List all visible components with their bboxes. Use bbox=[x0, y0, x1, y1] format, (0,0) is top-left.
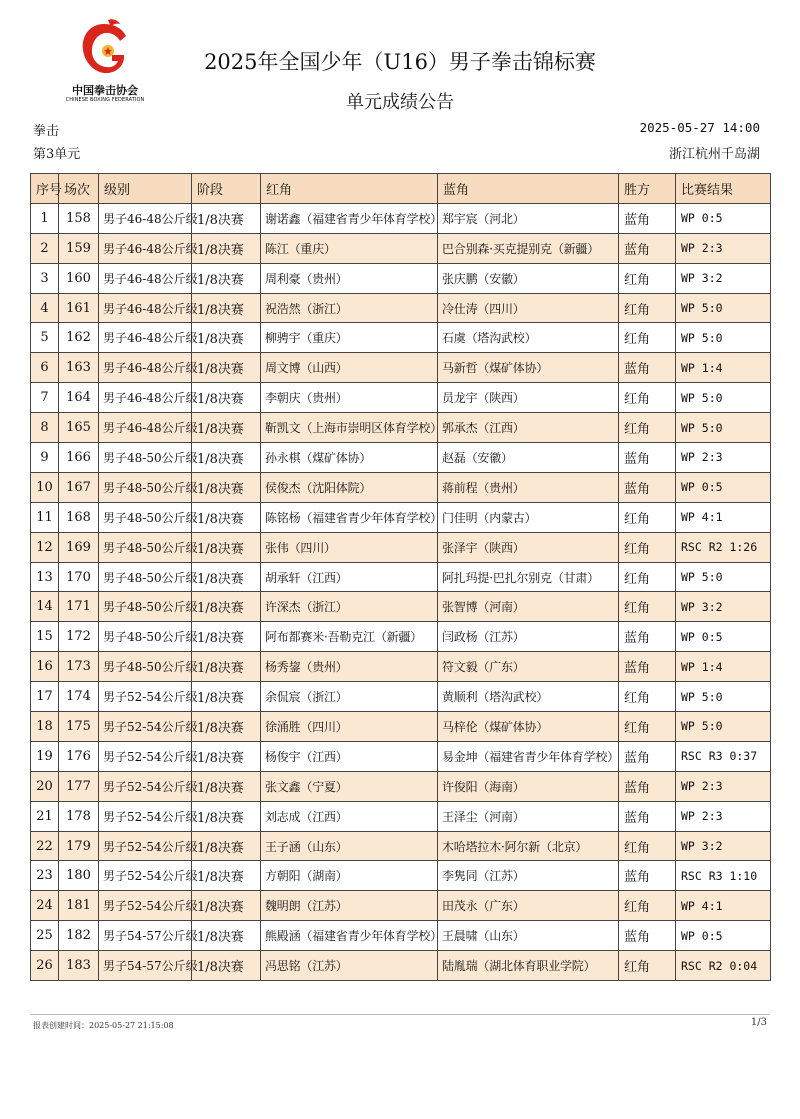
cell-winner: 蓝角 bbox=[619, 203, 676, 233]
cell-class: 男子52-54公斤级 bbox=[99, 861, 192, 891]
cell-class: 男子48-50公斤级 bbox=[99, 443, 192, 473]
cell-stage: 1/8决赛 bbox=[192, 652, 261, 682]
cell-red-corner: 阿布都赛米·吾勒克江（新疆） bbox=[261, 622, 438, 652]
cell-result: WP 3:2 bbox=[676, 592, 771, 622]
cell-blue-corner: 张泽宇（陕西） bbox=[438, 532, 619, 562]
cell-blue-corner: 张庆鹏（安徽） bbox=[438, 263, 619, 293]
table-row bbox=[31, 413, 771, 443]
cell-stage: 1/8决赛 bbox=[192, 592, 261, 622]
table-row bbox=[31, 652, 771, 682]
col-header-red: 红角 bbox=[261, 174, 438, 204]
col-header-winner: 胜方 bbox=[619, 174, 676, 204]
cell-stage: 1/8决赛 bbox=[192, 502, 261, 532]
cell-result: WP 2:3 bbox=[676, 771, 771, 801]
cell-winner: 红角 bbox=[619, 682, 676, 712]
cell-result: WP 0:5 bbox=[676, 472, 771, 502]
cell-result: WP 4:1 bbox=[676, 891, 771, 921]
cell-blue-corner: 阿扎玛提·巴扎尔别克（甘肃） bbox=[438, 562, 619, 592]
cell-winner: 红角 bbox=[619, 831, 676, 861]
cell-winner: 红角 bbox=[619, 891, 676, 921]
cell-bout: 168 bbox=[59, 502, 99, 532]
cell-class: 男子52-54公斤级 bbox=[99, 891, 192, 921]
cell-no: 15 bbox=[31, 622, 59, 652]
cell-stage: 1/8决赛 bbox=[192, 532, 261, 562]
cell-bout: 169 bbox=[59, 532, 99, 562]
cell-red-corner: 祝浩然（浙江） bbox=[261, 293, 438, 323]
table-row bbox=[31, 383, 771, 413]
cell-no: 5 bbox=[31, 323, 59, 353]
cell-winner: 蓝角 bbox=[619, 353, 676, 383]
cell-class: 男子46-48公斤级 bbox=[99, 233, 192, 263]
cell-winner: 红角 bbox=[619, 562, 676, 592]
cell-class: 男子52-54公斤级 bbox=[99, 801, 192, 831]
cell-no: 17 bbox=[31, 682, 59, 712]
col-header-bout: 场次 bbox=[59, 174, 99, 204]
cell-red-corner: 张伟（四川） bbox=[261, 532, 438, 562]
cell-stage: 1/8决赛 bbox=[192, 562, 261, 592]
cell-result: WP 2:3 bbox=[676, 801, 771, 831]
cell-class: 男子54-57公斤级 bbox=[99, 951, 192, 981]
table-row bbox=[31, 891, 771, 921]
cell-bout: 159 bbox=[59, 233, 99, 263]
table-row bbox=[31, 771, 771, 801]
table-row bbox=[31, 203, 771, 233]
cell-no: 6 bbox=[31, 353, 59, 383]
cell-class: 男子46-48公斤级 bbox=[99, 263, 192, 293]
cell-class: 男子46-48公斤级 bbox=[99, 353, 192, 383]
table-row bbox=[31, 293, 771, 323]
cell-red-corner: 柳骋宇（重庆） bbox=[261, 323, 438, 353]
cell-stage: 1/8决赛 bbox=[192, 771, 261, 801]
cell-stage: 1/8决赛 bbox=[192, 801, 261, 831]
cell-class: 男子54-57公斤级 bbox=[99, 921, 192, 951]
cell-red-corner: 方朝阳（湖南） bbox=[261, 861, 438, 891]
cell-bout: 160 bbox=[59, 263, 99, 293]
cell-blue-corner: 石虞（塔沟武校） bbox=[438, 323, 619, 353]
cell-bout: 166 bbox=[59, 443, 99, 473]
cell-winner: 红角 bbox=[619, 413, 676, 443]
cell-red-corner: 张文鑫（宁夏） bbox=[261, 771, 438, 801]
col-header-class: 级别 bbox=[99, 174, 192, 204]
cell-winner: 蓝角 bbox=[619, 801, 676, 831]
cell-blue-corner: 马梓伦（煤矿体协） bbox=[438, 712, 619, 742]
cell-result: WP 5:0 bbox=[676, 712, 771, 742]
cell-class: 男子48-50公斤级 bbox=[99, 652, 192, 682]
page-title: 2025年全国少年（U16）男子拳击锦标赛 bbox=[204, 50, 596, 74]
cell-class: 男子52-54公斤级 bbox=[99, 831, 192, 861]
cell-stage: 1/8决赛 bbox=[192, 413, 261, 443]
cell-class: 男子52-54公斤级 bbox=[99, 682, 192, 712]
cell-result: WP 0:5 bbox=[676, 622, 771, 652]
cell-no: 11 bbox=[31, 502, 59, 532]
cell-bout: 163 bbox=[59, 353, 99, 383]
table-row bbox=[31, 233, 771, 263]
cell-winner: 红角 bbox=[619, 323, 676, 353]
cell-winner: 红角 bbox=[619, 532, 676, 562]
cell-bout: 174 bbox=[59, 682, 99, 712]
cell-result: WP 1:4 bbox=[676, 652, 771, 682]
cell-no: 21 bbox=[31, 801, 59, 831]
cell-no: 7 bbox=[31, 383, 59, 413]
cell-blue-corner: 张智博（河南） bbox=[438, 592, 619, 622]
cell-class: 男子52-54公斤级 bbox=[99, 771, 192, 801]
table-row bbox=[31, 592, 771, 622]
cell-stage: 1/8决赛 bbox=[192, 383, 261, 413]
cell-red-corner: 陈铭杨（福建省青少年体育学校） bbox=[261, 502, 438, 532]
cell-red-corner: 徐涌胜（四川） bbox=[261, 712, 438, 742]
cell-bout: 165 bbox=[59, 413, 99, 443]
cell-red-corner: 周利豪（贵州） bbox=[261, 263, 438, 293]
cell-bout: 182 bbox=[59, 921, 99, 951]
cell-no: 12 bbox=[31, 532, 59, 562]
cell-stage: 1/8决赛 bbox=[192, 682, 261, 712]
unit-label: 第3单元 bbox=[33, 147, 81, 162]
cell-blue-corner: 冷仕涛（四川） bbox=[438, 293, 619, 323]
cell-red-corner: 侯俊杰（沈阳体院） bbox=[261, 472, 438, 502]
table-row bbox=[31, 861, 771, 891]
cell-no: 24 bbox=[31, 891, 59, 921]
col-header-no: 序号 bbox=[31, 174, 59, 204]
cell-stage: 1/8决赛 bbox=[192, 233, 261, 263]
results-table bbox=[30, 173, 771, 981]
cell-stage: 1/8决赛 bbox=[192, 831, 261, 861]
cell-blue-corner: 许俊阳（海南） bbox=[438, 771, 619, 801]
cell-class: 男子46-48公斤级 bbox=[99, 383, 192, 413]
cell-class: 男子52-54公斤级 bbox=[99, 712, 192, 742]
cell-stage: 1/8决赛 bbox=[192, 951, 261, 981]
cell-red-corner: 冯思铭（江苏） bbox=[261, 951, 438, 981]
table-row bbox=[31, 831, 771, 861]
cell-red-corner: 李朝庆（贵州） bbox=[261, 383, 438, 413]
cell-result: WP 5:0 bbox=[676, 413, 771, 443]
table-row bbox=[31, 353, 771, 383]
logo-chinese-name: 中国拳击协会 bbox=[72, 84, 138, 97]
cell-blue-corner: 门佳明（内蒙古） bbox=[438, 502, 619, 532]
table-row bbox=[31, 622, 771, 652]
table-row bbox=[31, 502, 771, 532]
cell-blue-corner: 巴合别森·买克提别克（新疆） bbox=[438, 233, 619, 263]
cell-bout: 164 bbox=[59, 383, 99, 413]
cell-winner: 红角 bbox=[619, 592, 676, 622]
cell-stage: 1/8决赛 bbox=[192, 921, 261, 951]
cell-blue-corner: 田茂永（广东） bbox=[438, 891, 619, 921]
cell-no: 4 bbox=[31, 293, 59, 323]
cell-blue-corner: 木哈塔拉木·阿尔新（北京） bbox=[438, 831, 619, 861]
cell-result: RSC R2 1:26 bbox=[676, 532, 771, 562]
cell-bout: 180 bbox=[59, 861, 99, 891]
logo-english-name: CHINESE BOXING FEDERATION bbox=[65, 97, 145, 103]
cell-winner: 红角 bbox=[619, 263, 676, 293]
cell-class: 男子48-50公斤级 bbox=[99, 622, 192, 652]
table-row bbox=[31, 443, 771, 473]
report-created-time: 报表创建时间：2025-05-27 21:15:08 bbox=[33, 1021, 174, 1030]
cell-class: 男子46-48公斤级 bbox=[99, 203, 192, 233]
venue-label: 浙江杭州千岛湖 bbox=[668, 147, 760, 162]
table-header-row bbox=[31, 174, 771, 204]
cell-bout: 170 bbox=[59, 562, 99, 592]
cell-stage: 1/8决赛 bbox=[192, 263, 261, 293]
cell-winner: 蓝角 bbox=[619, 652, 676, 682]
cell-class: 男子46-48公斤级 bbox=[99, 323, 192, 353]
cell-blue-corner: 郑宇宸（河北） bbox=[438, 203, 619, 233]
cell-winner: 蓝角 bbox=[619, 233, 676, 263]
cell-stage: 1/8决赛 bbox=[192, 323, 261, 353]
cell-stage: 1/8决赛 bbox=[192, 203, 261, 233]
cell-stage: 1/8决赛 bbox=[192, 443, 261, 473]
cell-result: RSC R2 0:04 bbox=[676, 951, 771, 981]
cell-winner: 红角 bbox=[619, 951, 676, 981]
cell-no: 25 bbox=[31, 921, 59, 951]
cell-no: 3 bbox=[31, 263, 59, 293]
cell-bout: 178 bbox=[59, 801, 99, 831]
cell-blue-corner: 符文毅（广东） bbox=[438, 652, 619, 682]
cell-no: 22 bbox=[31, 831, 59, 861]
cell-blue-corner: 员龙宇（陕西） bbox=[438, 383, 619, 413]
cell-no: 9 bbox=[31, 443, 59, 473]
cell-red-corner: 孙永棋（煤矿体协） bbox=[261, 443, 438, 473]
cell-class: 男子46-48公斤级 bbox=[99, 293, 192, 323]
cell-bout: 173 bbox=[59, 652, 99, 682]
table-row bbox=[31, 472, 771, 502]
cell-red-corner: 杨秀鋆（贵州） bbox=[261, 652, 438, 682]
cell-result: WP 0:5 bbox=[676, 203, 771, 233]
cell-stage: 1/8决赛 bbox=[192, 891, 261, 921]
table-row bbox=[31, 532, 771, 562]
cell-red-corner: 谢诺鑫（福建省青少年体育学校） bbox=[261, 203, 438, 233]
cell-red-corner: 许深杰（浙江） bbox=[261, 592, 438, 622]
cell-blue-corner: 赵磊（安徽） bbox=[438, 443, 619, 473]
cell-stage: 1/8决赛 bbox=[192, 353, 261, 383]
table-row bbox=[31, 921, 771, 951]
table-row bbox=[31, 712, 771, 742]
cell-blue-corner: 蒋前程（贵州） bbox=[438, 472, 619, 502]
cell-class: 男子48-50公斤级 bbox=[99, 532, 192, 562]
cell-blue-corner: 黄顺利（塔沟武校） bbox=[438, 682, 619, 712]
cell-red-corner: 刘志成（江西） bbox=[261, 801, 438, 831]
cell-result: WP 5:0 bbox=[676, 323, 771, 353]
table-row bbox=[31, 562, 771, 592]
cell-result: WP 0:5 bbox=[676, 921, 771, 951]
cell-bout: 179 bbox=[59, 831, 99, 861]
cell-class: 男子48-50公斤级 bbox=[99, 592, 192, 622]
cell-winner: 红角 bbox=[619, 383, 676, 413]
cell-no: 23 bbox=[31, 861, 59, 891]
footer-divider bbox=[30, 1014, 770, 1015]
col-header-stage: 阶段 bbox=[192, 174, 261, 204]
cell-winner: 红角 bbox=[619, 712, 676, 742]
cell-result: WP 2:3 bbox=[676, 233, 771, 263]
cell-result: RSC R3 0:37 bbox=[676, 741, 771, 771]
cell-winner: 蓝角 bbox=[619, 622, 676, 652]
cell-no: 18 bbox=[31, 712, 59, 742]
cell-bout: 158 bbox=[59, 203, 99, 233]
page-subtitle: 单元成绩公告 bbox=[346, 92, 454, 113]
cell-stage: 1/8决赛 bbox=[192, 861, 261, 891]
cell-no: 19 bbox=[31, 741, 59, 771]
cell-stage: 1/8决赛 bbox=[192, 741, 261, 771]
cell-blue-corner: 郭承杰（江西） bbox=[438, 413, 619, 443]
cell-stage: 1/8决赛 bbox=[192, 712, 261, 742]
cell-no: 1 bbox=[31, 203, 59, 233]
cell-result: WP 5:0 bbox=[676, 562, 771, 592]
table-row bbox=[31, 323, 771, 353]
cell-red-corner: 杨俊宇（江西） bbox=[261, 741, 438, 771]
cell-class: 男子48-50公斤级 bbox=[99, 562, 192, 592]
table-row bbox=[31, 801, 771, 831]
cell-bout: 183 bbox=[59, 951, 99, 981]
cell-blue-corner: 闫政杨（江苏） bbox=[438, 622, 619, 652]
cell-winner: 蓝角 bbox=[619, 921, 676, 951]
cell-stage: 1/8决赛 bbox=[192, 472, 261, 502]
cell-result: WP 1:4 bbox=[676, 353, 771, 383]
cell-no: 13 bbox=[31, 562, 59, 592]
cell-no: 10 bbox=[31, 472, 59, 502]
sport-label: 拳击 bbox=[33, 124, 60, 139]
table-row bbox=[31, 263, 771, 293]
cell-bout: 172 bbox=[59, 622, 99, 652]
cell-red-corner: 靳凯文（上海市崇明区体育学校） bbox=[261, 413, 438, 443]
table-row bbox=[31, 741, 771, 771]
cell-result: WP 5:0 bbox=[676, 682, 771, 712]
cell-winner: 红角 bbox=[619, 293, 676, 323]
cell-winner: 红角 bbox=[619, 502, 676, 532]
cell-bout: 161 bbox=[59, 293, 99, 323]
cell-winner: 蓝角 bbox=[619, 741, 676, 771]
cell-class: 男子52-54公斤级 bbox=[99, 741, 192, 771]
col-header-result: 比赛结果 bbox=[676, 174, 771, 204]
cell-blue-corner: 陆胤瑞（湖北体育职业学院） bbox=[438, 951, 619, 981]
cell-stage: 1/8决赛 bbox=[192, 293, 261, 323]
cell-winner: 蓝角 bbox=[619, 472, 676, 502]
cell-winner: 蓝角 bbox=[619, 771, 676, 801]
cell-bout: 167 bbox=[59, 472, 99, 502]
cell-result: WP 5:0 bbox=[676, 293, 771, 323]
cell-bout: 162 bbox=[59, 323, 99, 353]
col-header-blue: 蓝角 bbox=[438, 174, 619, 204]
cell-red-corner: 周文博（山西） bbox=[261, 353, 438, 383]
cell-blue-corner: 马新哲（煤矿体协） bbox=[438, 353, 619, 383]
table-row bbox=[31, 951, 771, 981]
cell-red-corner: 余侃宸（浙江） bbox=[261, 682, 438, 712]
cell-no: 2 bbox=[31, 233, 59, 263]
table-row bbox=[31, 682, 771, 712]
cell-red-corner: 胡承轩（江西） bbox=[261, 562, 438, 592]
cell-result: RSC R3 1:10 bbox=[676, 861, 771, 891]
cell-class: 男子48-50公斤级 bbox=[99, 502, 192, 532]
cell-no: 14 bbox=[31, 592, 59, 622]
cell-result: WP 3:2 bbox=[676, 263, 771, 293]
page-number: 1/3 bbox=[750, 1017, 767, 1028]
cell-no: 20 bbox=[31, 771, 59, 801]
cell-bout: 171 bbox=[59, 592, 99, 622]
cell-result: WP 3:2 bbox=[676, 831, 771, 861]
cell-red-corner: 王子涵（山东） bbox=[261, 831, 438, 861]
cell-blue-corner: 李隽同（江苏） bbox=[438, 861, 619, 891]
cell-class: 男子48-50公斤级 bbox=[99, 472, 192, 502]
cell-red-corner: 陈江（重庆） bbox=[261, 233, 438, 263]
cell-no: 8 bbox=[31, 413, 59, 443]
cell-bout: 177 bbox=[59, 771, 99, 801]
cell-bout: 176 bbox=[59, 741, 99, 771]
cell-winner: 蓝角 bbox=[619, 443, 676, 473]
cell-no: 16 bbox=[31, 652, 59, 682]
cell-blue-corner: 王晨啸（山东） bbox=[438, 921, 619, 951]
cell-bout: 181 bbox=[59, 891, 99, 921]
cell-blue-corner: 易金坤（福建省青少年体育学校） bbox=[438, 741, 619, 771]
datetime-label: 2025-05-27 14:00 bbox=[639, 120, 760, 135]
cell-red-corner: 熊殿涵（福建省青少年体育学校） bbox=[261, 921, 438, 951]
cell-bout: 175 bbox=[59, 712, 99, 742]
cell-winner: 蓝角 bbox=[619, 861, 676, 891]
cell-class: 男子46-48公斤级 bbox=[99, 413, 192, 443]
cell-result: WP 4:1 bbox=[676, 502, 771, 532]
cell-red-corner: 魏明朗（江苏） bbox=[261, 891, 438, 921]
cell-no: 26 bbox=[31, 951, 59, 981]
cell-result: WP 5:0 bbox=[676, 383, 771, 413]
cell-blue-corner: 王泽尘（河南） bbox=[438, 801, 619, 831]
cell-result: WP 2:3 bbox=[676, 443, 771, 473]
cell-stage: 1/8决赛 bbox=[192, 622, 261, 652]
